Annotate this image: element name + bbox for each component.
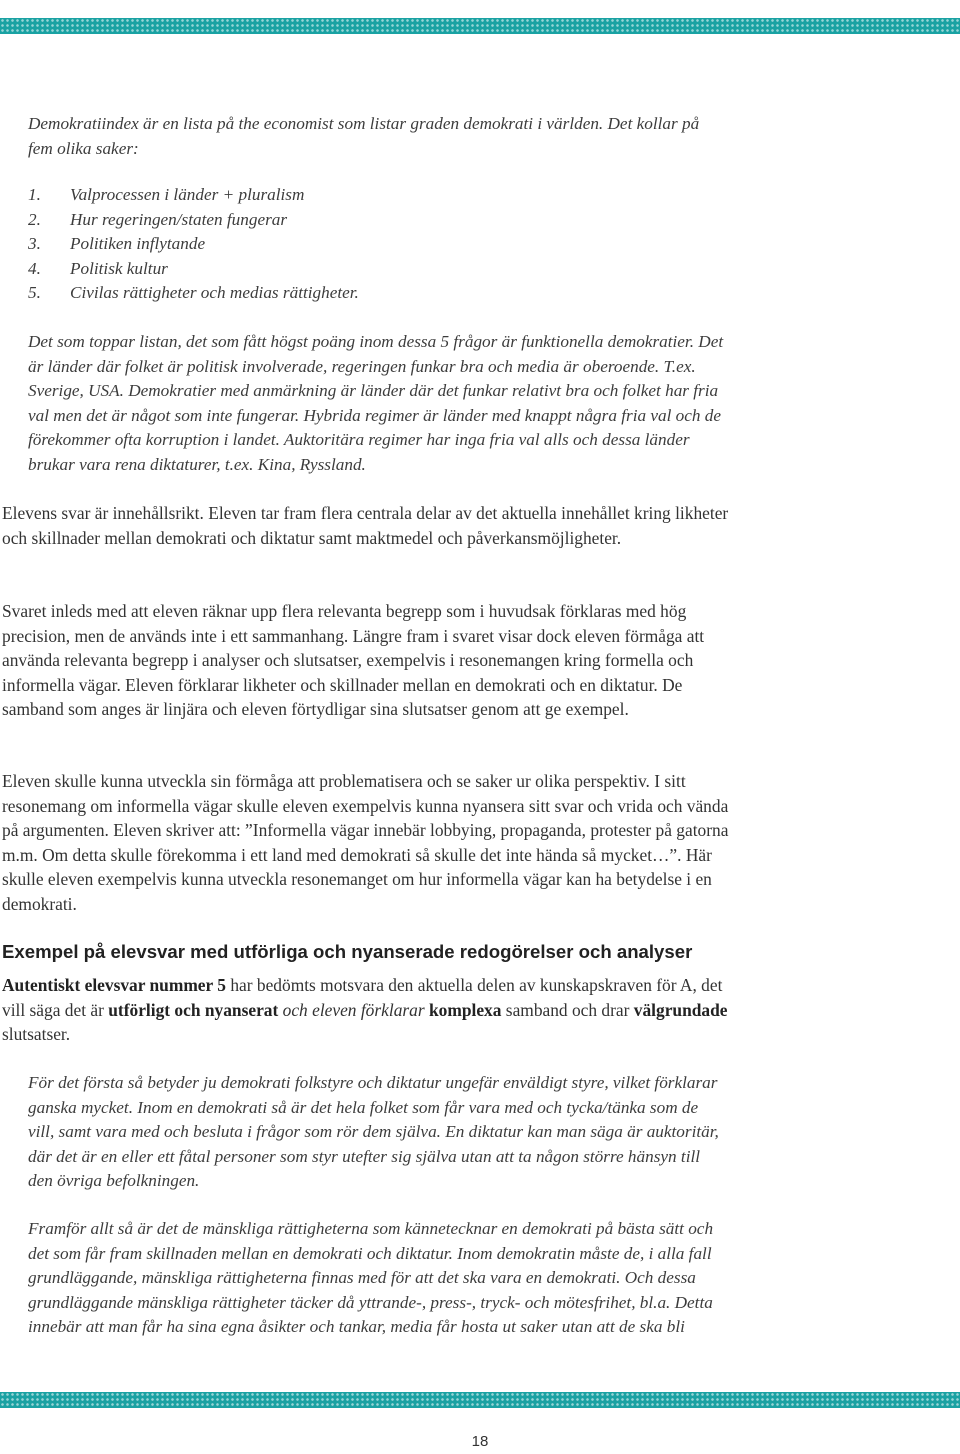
- answer-paragraph-2: Framför allt så är det de mänskliga rättigheterna som kännetecknar en demokrati på bästa sätt och det som får fram skillnaden mellan en demokrati och diktatur. Inom demokratin måste de, i alla fall grundläggande, mänskliga rättigheterna finnas med för att det ska vara en demokrati. Och dessa grundläggande mänskliga rättigheter täcker då yttrande-, press-, tryck- och mötesfrihet, bl.a. Detta innebär att man får ha sina egna åsikter och tankar, media får hosta ut saker utan att de ska bli: [28, 1219, 714, 1337]
- section-heading: Exempel på elevsvar med utförliga och nyanserade redogörelser och analyser: [2, 941, 693, 962]
- assessment-bold-1: Autentiskt elevsvar nummer 5: [2, 975, 226, 995]
- student-answer-paragraph: Det som toppar listan, det som fått högst poäng inom dessa 5 frågor är funktionella demokratier. Det är länder där folket är politisk involverade, regeringen funkar bra och media är oberoende. T.ex. Sverige, USA. Demokratier med anmärkning är länder där det funkar relativt bra och folket har fria val men det är något som inte fungerar. Hybrida regimer är länder med knappt några fria val och de förekommer ofta korruption i landet. Auktoritära regimer har inga fria val alls och dessa länder brukar vara rena diktaturer, t.ex. Kina, Ryssland.: [28, 332, 724, 474]
- bottom-decorative-band: [0, 1392, 960, 1408]
- list-item: 2. Hur regeringen/staten fungerar: [28, 209, 288, 229]
- top-decorative-band: [0, 18, 960, 34]
- assessment-bold-3: komplexa: [428, 999, 502, 1020]
- assessment-bold-4: välgrundade: [633, 999, 728, 1020]
- comment-paragraph-3: Eleven skulle kunna utveckla sin förmåga att problematisera och se saker ur olika perspektiv. I sitt resonemang om informella vägar skulle eleven exempelvis kunna nyansera sitt svar och vrida och vända på argumenten. Eleven skriver att: ”Informella vägar innebär lobbying, propaganda, protester på gatorna m.m. Om detta skulle förekomma i ett land med demokrati så skulle det inte hända så mycket…”. Här skulle eleven exempelvis kunna utveckla resonemanget om hur informella vägar kan ha betydelse i en demokrati.: [2, 771, 729, 914]
- assessment-italic: och eleven förklarar: [282, 999, 425, 1020]
- list-item: 1. Valprocessen i länder + pluralism: [28, 185, 305, 204]
- criteria-list: [28, 183, 359, 306]
- comment-paragraph-2: Svaret inleds med att eleven räknar upp flera relevanta begrepp som i huvudsak förklaras med hög precision, men de används inte i ett sammanhang. Längre fram i svaret visar dock eleven förmåga att använda relevanta begrepp i analyser och slutsatser, exempelvis i resonemangen kring formella och informella vägar. Eleven förklarar likheter och skillnader mellan en demokrati och en diktatur. De samband som anges är linjära och eleven förtydligar sina slutsatser genom att ge exempel.: [2, 601, 705, 719]
- page-number: 18: [471, 1433, 489, 1450]
- list-item: 5. Civilas rättigheter och medias rättigheter.: [28, 283, 359, 303]
- assessment-paragraph: Autentiskt elevsvar nummer 5 har bedömts motsvara den aktuella delen av kunskapskraven för A, det vill säga det är utförligt och nyanserat och eleven förklarar komplexa samband och drar välgrundade slutsatser.: [2, 975, 728, 1044]
- comment-paragraph-1: Elevens svar är innehållsrikt. Eleven tar fram flera centrala delar av det aktuella innehållet kring likheter och skillnader mellan demokrati och diktatur samt maktmedel och påverkansmöjligheter.: [2, 503, 729, 548]
- list-item: 4. Politisk kultur: [28, 258, 168, 278]
- answer-paragraph-1: För det första så betyder ju demokrati folkstyre och diktatur ungefär enväldigt styre, vilket förklarar ganska mycket. Inom en demokrati så är det hela folket som får vara med och tycka/tänka som de vill, samt vara med och besluta i frågor som rör dem själva. En diktatur kan man säga är auktoritär, där det är en eller ett fåtal personer som styr utefter sig själva utan att ta någon större hänsyn till den övriga befolkningen.: [28, 1073, 719, 1191]
- intro-paragraph: Demokratiindex är en lista på the economist som listar graden demokrati i världen. Det kollar på fem olika saker:: [28, 114, 700, 158]
- list-item: 3. Politiken inflytande: [28, 234, 206, 254]
- assessment-bold-2: utförligt och nyanserat: [108, 999, 279, 1020]
